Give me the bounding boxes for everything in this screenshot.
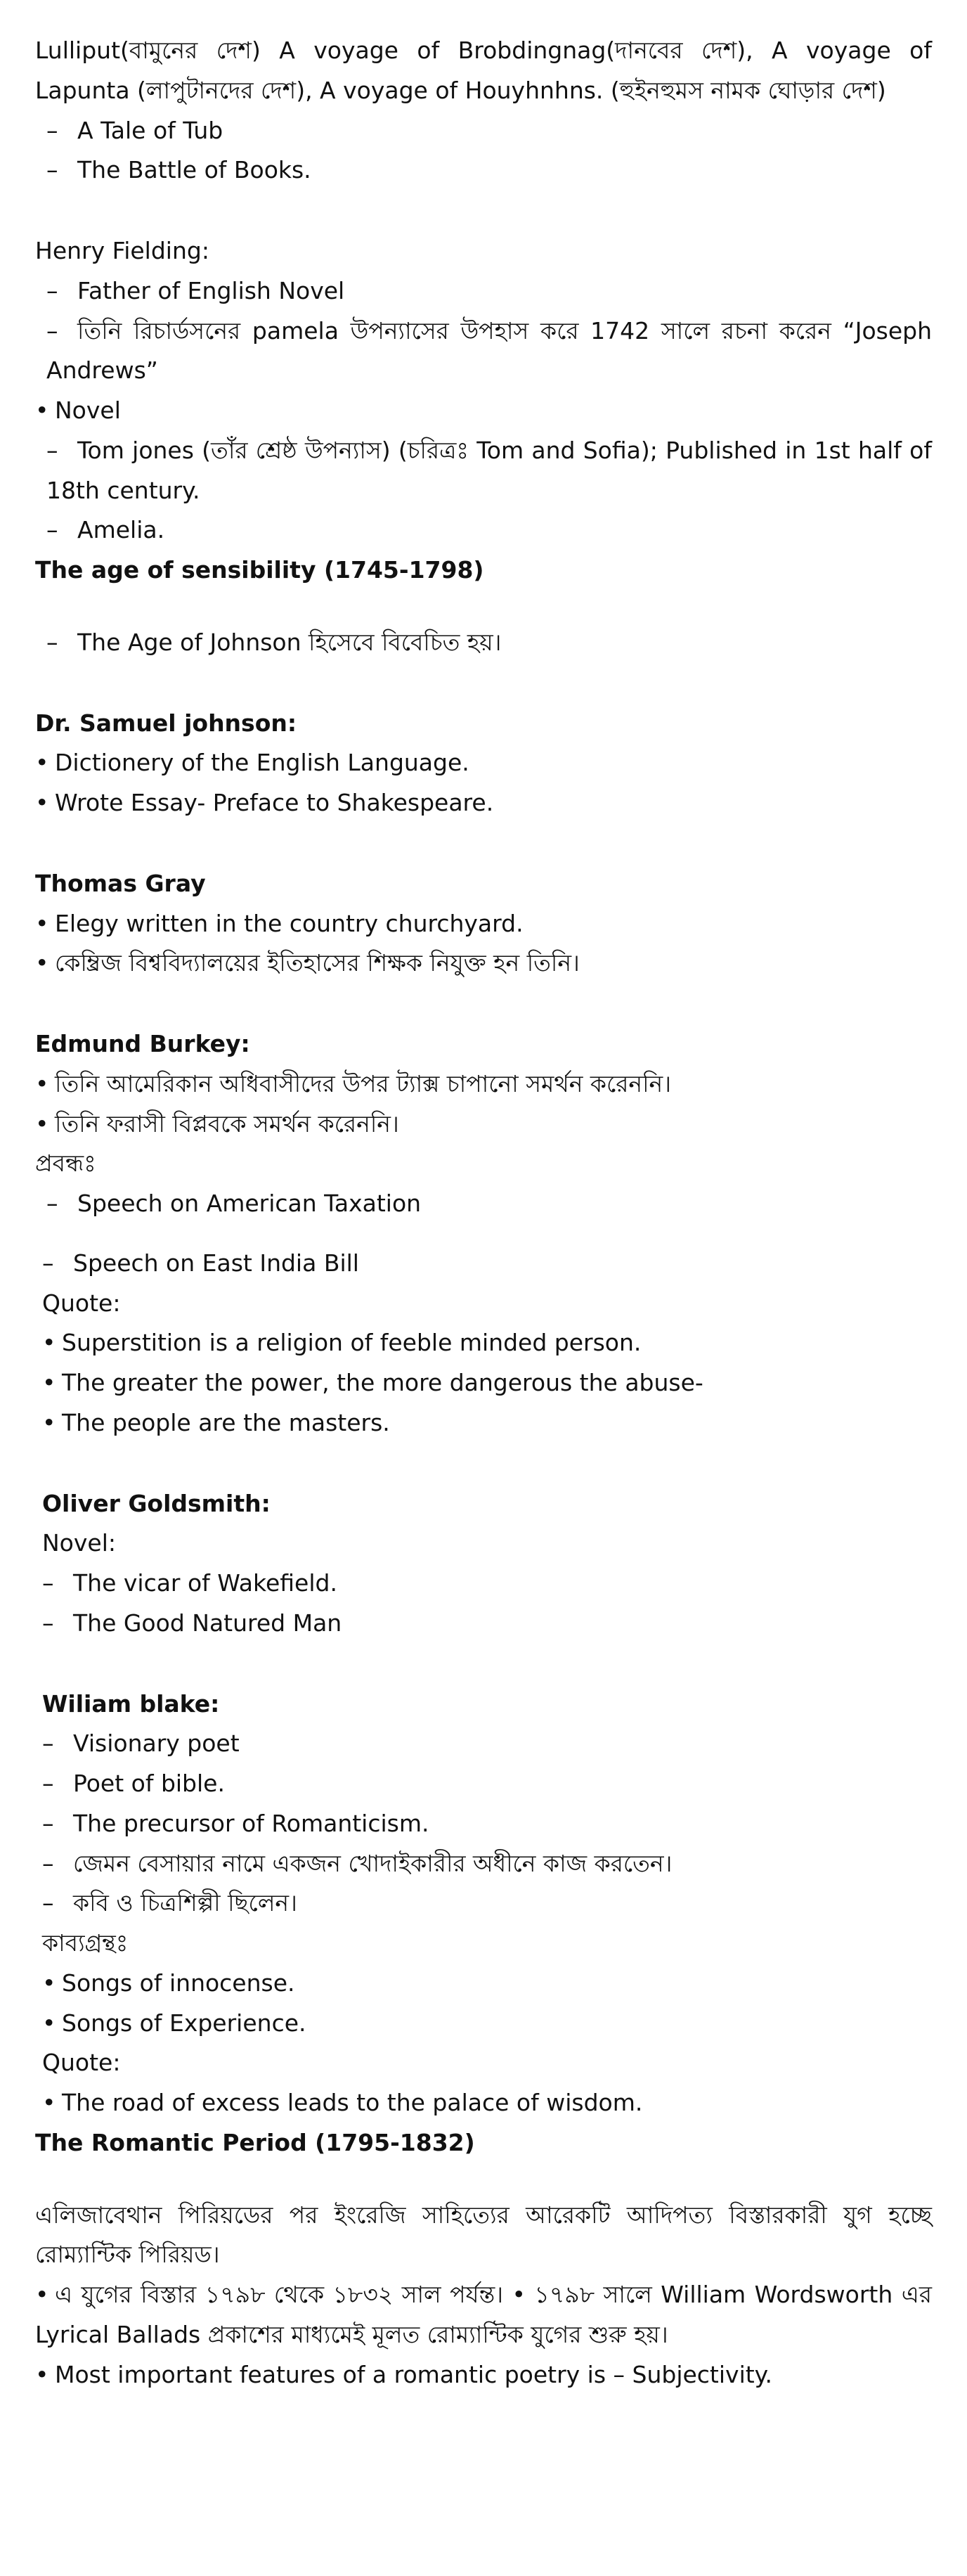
section-heading: The age of sensibility (1745-1798) xyxy=(35,556,484,584)
blake-section xyxy=(35,1685,932,2123)
list-item: • কেম্ব্রিজ বিশ্ববিদ্যালয়ের ইতিহাসের শিক্ষক নিযুক্ত হন তিনি। xyxy=(35,944,932,984)
list-item: • তিনি আমেরিকান অধিবাসীদের উপর ট্যাক্স চাপানো সমর্থন করেননি। xyxy=(35,1064,932,1105)
list-item: – Visionary poet xyxy=(35,1724,932,1764)
list-item: – Poet of bible. xyxy=(35,1764,932,1804)
sensibility-section xyxy=(35,550,932,663)
list-item: • তিনি ফরাসী বিপ্লবকে সমর্থন করেননি। xyxy=(35,1105,932,1145)
list-item: • Superstition is a religion of feeble minded person. xyxy=(35,1323,932,1363)
section-heading: Henry Fielding: xyxy=(35,237,209,264)
list-item: – কবি ও চিত্রশিল্পী ছিলেন। xyxy=(35,1883,932,1924)
poetry-label: কাব্যগ্রন্থঃ xyxy=(42,1929,129,1957)
list-item: • Most important features of a romantic poetry is – Subjectivity. xyxy=(35,2355,932,2395)
list-item: • Novel xyxy=(35,391,932,431)
list-item: • Songs of innocense. xyxy=(35,1964,932,2004)
list-item: – তিনি রিচার্ডসনের pamela উপন্যাসের উপহাস করে 1742 সালে রচনা করেন “Joseph Andrews” xyxy=(35,311,932,392)
section-heading: Wiliam blake: xyxy=(42,1689,220,1718)
list-item: • The road of excess leads to the palace of wisdom. xyxy=(35,2083,932,2123)
novel-label: Novel: xyxy=(42,1529,116,1557)
list-item: – জেমন বেসায়ার নামে একজন খোদাইকারীর অধীনে কাজ করতেন। xyxy=(35,1844,932,1884)
list-item: – The Age of Johnson হিসেবে বিবেচিত হয়। xyxy=(35,623,932,663)
list-item: – Speech on East India Bill xyxy=(35,1244,932,1284)
burke-section xyxy=(35,1024,932,1443)
list-item: – Speech on American Taxation xyxy=(35,1184,932,1224)
essay-label: প্রবন্ধঃ xyxy=(35,1149,96,1178)
fielding-section xyxy=(35,231,932,550)
list-item: – A Tale of Tub xyxy=(35,111,932,151)
list-item: • Songs of Experience. xyxy=(35,2004,932,2044)
section-heading: The Romantic Period (1795-1832) xyxy=(35,2128,475,2156)
quote-label: Quote: xyxy=(42,2049,121,2077)
list-item: • এ যুগের বিস্তার ১৭৯৮ থেকে ১৮৩২ সাল পর্যন্ত। • ১৭৯৮ সালে William Wordsworth এর Lyrical Ballads প্রকাশের মাধ্যমেই মূলত রোম্যান্টিক যুগের শুরু হয়। xyxy=(35,2275,932,2355)
section-heading: Thomas Gray xyxy=(35,869,206,897)
list-item: – The vicar of Wakefield. xyxy=(35,1564,932,1604)
section-heading: Dr. Samuel johnson: xyxy=(35,709,297,737)
quote-label: Quote: xyxy=(42,1289,121,1317)
intro-section xyxy=(35,31,932,191)
list-item: – Tom jones (তাঁর শ্রেষ্ঠ উপন্যাস) (চরিত্রঃ Tom and Sofia); Published in 1st half of 18th century. xyxy=(35,431,932,511)
list-item: – Amelia. xyxy=(35,510,932,550)
section-heading: Oliver Goldsmith: xyxy=(42,1489,271,1517)
list-item: • Wrote Essay- Preface to Shakespeare. xyxy=(35,783,932,823)
list-item: • The greater the power, the more dangerous the abuse- xyxy=(35,1363,932,1403)
romantic-section xyxy=(35,2123,932,2395)
list-item: • The people are the masters. xyxy=(35,1403,932,1443)
list-item: • Elegy written in the country churchyard. xyxy=(35,904,932,944)
johnson-section xyxy=(35,704,932,823)
paragraph: এলিজাবেথান পিরিয়ডের পর ইংরেজি সাহিত্যের আরেকটি আদিপত্য বিস্তারকারী যুগ হচ্ছে রোম্যান্টিক পিরিয়ড। xyxy=(35,2201,932,2269)
list-item: – The precursor of Romanticism. xyxy=(35,1804,932,1844)
section-heading: Edmund Burkey: xyxy=(35,1030,250,1057)
list-item: • Dictionery of the English Language. xyxy=(35,743,932,783)
goldsmith-section xyxy=(35,1484,932,1644)
intro-paragraph: Lulliput(বামুনের দেশ) A voyage of Brobdingnag(দানবের দেশ), A voyage of Lapunta (লাপুটানদের দেশ), A voyage of Houyhnhns. (হুইনহুমস নামক ঘোড়ার দেশ) xyxy=(35,37,932,104)
list-item: – The Battle of Books. xyxy=(35,150,932,191)
list-item: – The Good Natured Man xyxy=(35,1604,932,1644)
gray-section xyxy=(35,864,932,984)
list-item: – Father of English Novel xyxy=(35,271,932,311)
